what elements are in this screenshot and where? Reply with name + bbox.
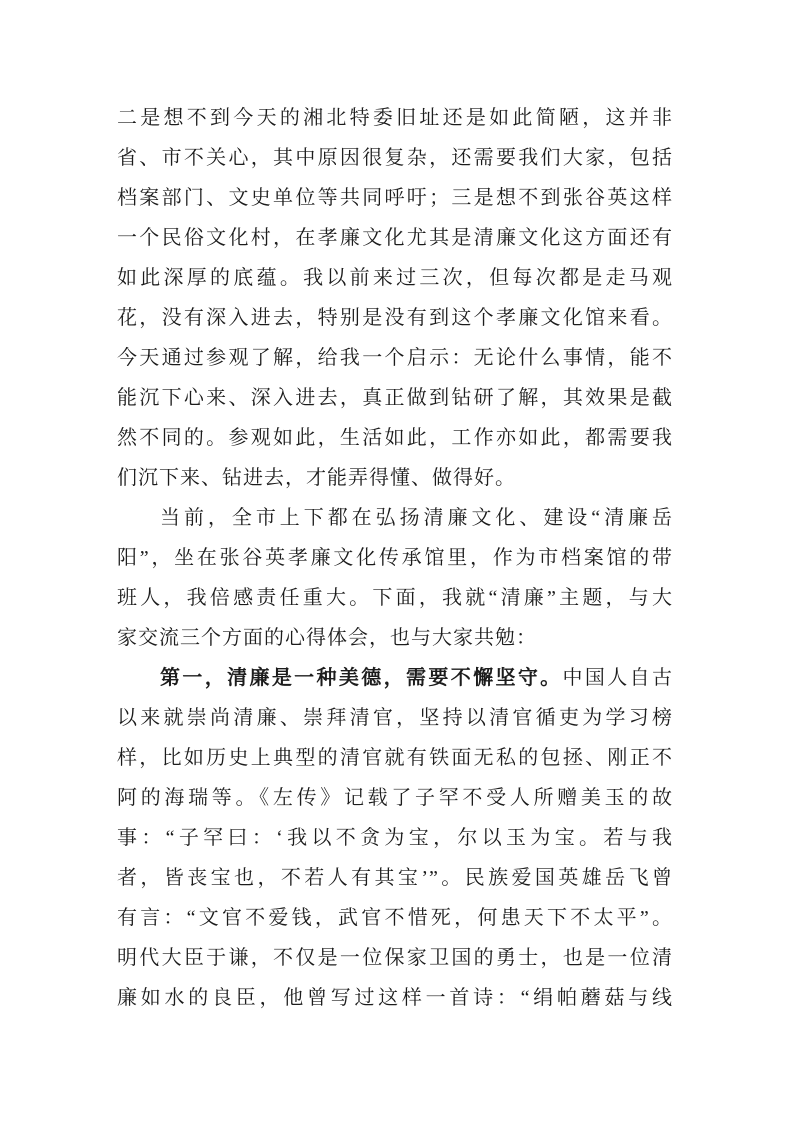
text-line: 今天通过参观了解，给我一个启示：无论什么事情，能不: [117, 347, 673, 369]
text-line: 样，比如历史上典型的清官就有铁面无私的包拯、刚正不: [117, 747, 673, 769]
text-line: 阳”，坐在张谷英孝廉文化传承馆里，作为市档案馆的带: [117, 547, 673, 569]
text-line: 然不同的。参观如此，生活如此，工作亦如此，都需要我: [117, 427, 673, 449]
text-line: 明代大臣于谦，不仅是一位保家卫国的勇士，也是一位清: [117, 947, 673, 969]
text-line: 当前，全市上下都在弘扬清廉文化、建设“清廉岳: [160, 507, 673, 529]
text-run: 中国人自古: [562, 667, 673, 689]
text-line: 阿的海瑞等。《左传》记载了子罕不受人所赠美玉的故: [117, 787, 673, 809]
text-line: 省、市不关心，其中原因很复杂，还需要我们大家，包括: [117, 147, 673, 169]
text-line: 如此深厚的底蕴。我以前来过三次，但每次都是走马观: [117, 267, 673, 289]
text-line: 一个民俗文化村，在孝廉文化尤其是清廉文化这方面还有: [117, 227, 673, 249]
document-body-text: [117, 98, 673, 1018]
text-line: 廉如水的良臣，他曾写过这样一首诗：“绢帕蘑菇与线: [117, 987, 673, 1009]
text-line: 们沉下来、钻进去，才能弄得懂、做得好。: [117, 467, 516, 489]
text-line: 者，皆丧宝也，不若人有其宝’”。民族爱国英雄岳飞曾: [117, 867, 673, 889]
text-line: 花，没有深入进去，特别是没有到这个孝廉文化馆来看。: [117, 307, 673, 329]
text-line: 档案部门、文史单位等共同呼吁；三是想不到张谷英这样: [117, 187, 673, 209]
text-line: 事：“子罕曰：‘我以不贪为宝，尔以玉为宝。若与我: [117, 827, 673, 849]
text-line: 以来就崇尚清廉、崇拜清官，坚持以清官循吏为学习榜: [117, 707, 673, 729]
text-line: [117, 658, 673, 698]
text-line: 二是想不到今天的湘北特委旧址还是如此简陋，这并非: [117, 107, 673, 129]
text-line: 有言：“文官不爱钱，武官不惜死，何患天下不太平”。: [117, 907, 673, 929]
text-line: 家交流三个方面的心得体会，也与大家共勉：: [117, 627, 537, 649]
text-line: 能沉下心来、深入进去，真正做到钻研了解，其效果是截: [117, 387, 673, 409]
text-line: 班人，我倍感责任重大。下面，我就“清廉”主题，与大: [117, 587, 673, 609]
bold-lead-text: 第一，清廉是一种美德，需要不懈坚守。: [160, 667, 563, 689]
